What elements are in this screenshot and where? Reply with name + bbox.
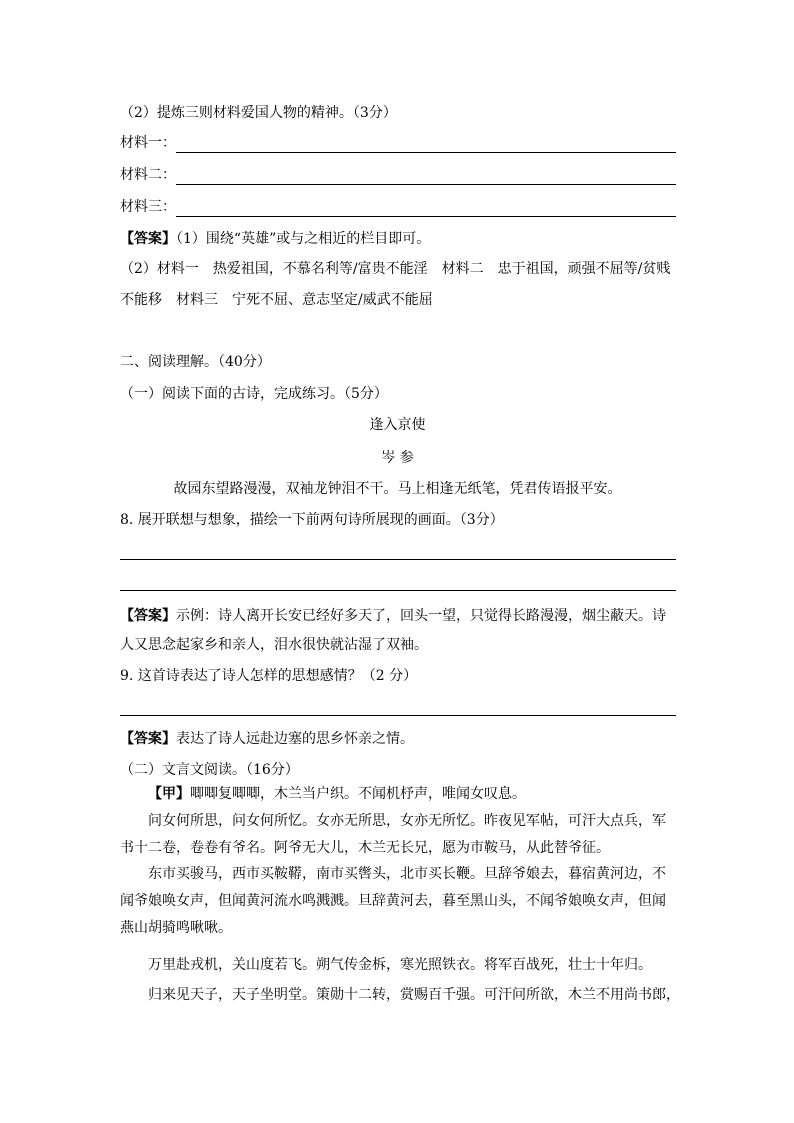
classical-text-p3-line3: 燕山胡骑鸣啾啾。	[120, 920, 232, 936]
q8-question: 8. 展开联想与想象，描绘一下前两句诗所展现的画面。（3分）	[120, 512, 504, 528]
q2-question: （2）提炼三则材料爱国人物的精神。（3分）	[120, 105, 397, 121]
material3-label: 材料三：	[120, 199, 176, 215]
q2-answer-line2: （2）材料一 热爱祖国，不慕名利等/富贵不能淫 材料二 忠于祖国，顽强不屈等/贫贱	[120, 261, 671, 277]
poem-title: 逢入京使	[369, 417, 426, 433]
poem-text: 故园东望路漫漫，双袖龙钟泪不干。马上相逢无纸笔，凭君传语报平安。	[173, 481, 622, 497]
q9-blank-rule	[120, 715, 676, 716]
q9-answer: 【答案】表达了诗人远赴边塞的思乡怀亲之情。	[120, 731, 414, 747]
q8-answer-line1: 【答案】示例：诗人离开长安已经好多天了，回头一望，只觉得长路漫漫，烟尘蔽天。诗	[120, 608, 666, 624]
part1-heading: （一）阅读下面的古诗，完成练习。（5分）	[120, 386, 388, 402]
blank-rule	[176, 152, 676, 153]
classical-text-p4: 万里赴戎机，关山度若飞。朔气传金柝，寒光照铁衣。将军百战死，壮士十年归。	[148, 957, 652, 973]
classical-text-p5: 归来见天子，天子坐明堂。策勋十二转，赏赐百千强。可汗问所欲，木兰不用尚书郎，	[148, 987, 680, 1003]
q8-blank-rule-1	[120, 559, 676, 560]
classical-text-p3-line2: 闻爷娘唤女声，但闻黄河流水鸣溅溅。旦辞黄河去，暮至黑山头，不闻爷娘唤女声，但闻	[120, 893, 666, 909]
poem-author: 岑 参	[381, 450, 414, 466]
material2-answer-line	[120, 165, 676, 185]
answer-tag: 【答案】	[120, 231, 176, 247]
material1-label: 材料一：	[120, 135, 176, 151]
q8-answer-line2: 人又思念起家乡和亲人，泪水很快就沾湿了双袖。	[120, 637, 428, 653]
q9-question: 9. 这首诗表达了诗人怎样的思想感情？（2 分）	[120, 668, 418, 684]
blank-rule	[176, 184, 676, 185]
classical-text-p3-line1: 东市买骏马，西市买鞍鞯，南市买辔头，北市买长鞭。旦辞爷娘去，暮宿黄河边，不	[148, 866, 666, 882]
classical-text-p1: 【甲】唧唧复唧唧，木兰当户织。不闻机杼声，唯闻女叹息。	[148, 786, 526, 802]
q2-answer-line3: 不能移 材料三 宁死不屈、意志坚定/威武不能屈	[120, 292, 433, 308]
section2-heading: 二、阅读理解。（40分）	[120, 354, 271, 370]
blank-rule	[176, 216, 676, 217]
classical-text-p2-line1: 问女何所思，问女何所忆。女亦无所思，女亦无所忆。昨夜见军帖，可汗大点兵，军	[148, 813, 666, 829]
material1-answer-line	[120, 133, 676, 153]
classical-text-p2-line2: 书十二卷，卷卷有爷名。阿爷无大儿，木兰无长兄，愿为市鞍马，从此替爷征。	[120, 840, 610, 856]
material3-answer-line	[120, 197, 676, 217]
text-tag: 【甲】	[148, 786, 190, 802]
q2-answer-line1: 【答案】（1）围绕“英雄”或与之相近的栏目即可。	[120, 231, 431, 247]
answer-tag: 【答案】	[120, 731, 176, 747]
material2-label: 材料二：	[120, 167, 176, 183]
q8-blank-rule-2	[120, 590, 676, 591]
answer-tag: 【答案】	[120, 608, 176, 624]
part2-heading: （二）文言文阅读。（16分）	[120, 762, 299, 778]
